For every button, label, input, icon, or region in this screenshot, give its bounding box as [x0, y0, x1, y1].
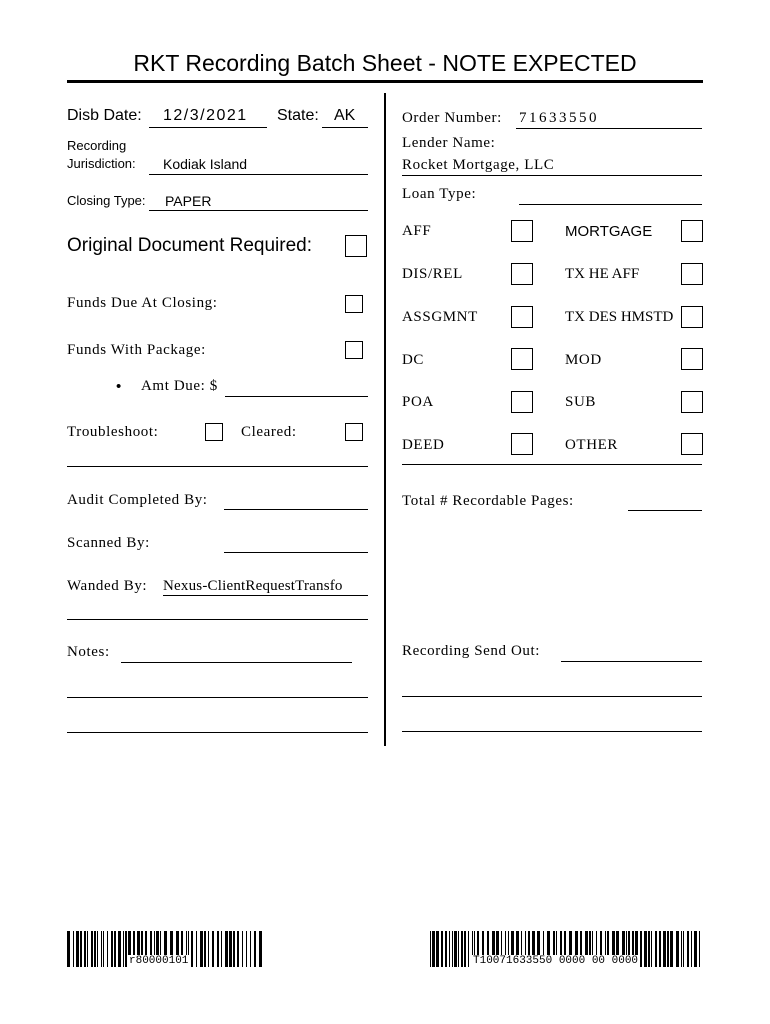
troubleshoot-label: Troubleshoot:	[67, 424, 159, 440]
notes-line-3	[67, 732, 368, 733]
state-label: State:	[277, 107, 319, 124]
amt-due-line	[225, 396, 368, 397]
barcode-bar	[691, 931, 692, 967]
barcode-bar	[229, 931, 232, 967]
lender-name-value: Rocket Mortgage, LLC	[402, 157, 555, 173]
send-out-line-2	[402, 696, 702, 697]
loan-type-deed: DEED	[402, 437, 445, 453]
barcode-bar	[233, 931, 235, 967]
barcode-bar	[449, 931, 450, 967]
barcode-bar	[655, 931, 657, 967]
title-rule	[67, 80, 703, 83]
loan-type-deed-checkbox[interactable]	[511, 433, 533, 455]
send-out-line	[561, 661, 702, 662]
barcode-bar	[212, 931, 214, 967]
barcode-bar	[94, 931, 96, 967]
barcode-bar	[648, 931, 650, 967]
funds-due-label: Funds Due At Closing:	[67, 295, 218, 311]
troubleshoot-checkbox[interactable]	[205, 423, 223, 441]
lender-name-label: Lender Name:	[402, 135, 496, 151]
total-pages-label: Total # Recordable Pages:	[402, 493, 574, 509]
barcode-bar	[208, 931, 209, 967]
barcode-bar	[464, 931, 466, 967]
funds-package-checkbox[interactable]	[345, 341, 363, 359]
barcode-bar	[84, 931, 86, 967]
barcode-bar	[699, 931, 700, 967]
barcode-bar	[237, 931, 239, 967]
barcode-bar	[683, 931, 684, 967]
loan-type-assgmnt-checkbox[interactable]	[511, 306, 533, 328]
original-doc-checkbox[interactable]	[345, 235, 367, 257]
barcode-bar	[445, 931, 447, 967]
barcode-bar	[114, 931, 116, 967]
wanded-label: Wanded By:	[67, 578, 148, 594]
barcode-bar	[250, 931, 251, 967]
barcode-bar	[204, 931, 206, 967]
amt-due-bullet: •	[116, 378, 122, 395]
closing-type-line	[149, 210, 368, 211]
barcode-bar	[651, 931, 652, 967]
loan-type-mortgage-checkbox[interactable]	[681, 220, 703, 242]
barcode-bar	[663, 931, 666, 967]
loan-types-bottom-line	[402, 464, 702, 465]
closing-type-value: PAPER	[165, 193, 212, 209]
loan-type-aff: AFF	[402, 223, 432, 239]
barcode-bar	[687, 931, 689, 967]
barcode-bar	[454, 931, 457, 967]
loan-type-aff-checkbox[interactable]	[511, 220, 533, 242]
barcode-bar	[225, 931, 228, 967]
cleared-checkbox[interactable]	[345, 423, 363, 441]
barcode-bar	[694, 931, 697, 967]
state-value: AK	[334, 107, 356, 124]
barcode-bar	[67, 931, 70, 967]
barcode-bar	[681, 931, 682, 967]
barcode-bar	[246, 931, 247, 967]
audit-label: Audit Completed By:	[67, 492, 208, 508]
closing-type-label: Closing Type:	[67, 193, 146, 208]
barcode-bar	[123, 931, 124, 967]
wanded-extra-line	[67, 619, 368, 620]
loan-type-mod: MOD	[565, 352, 602, 368]
loan-type-label: Loan Type:	[402, 186, 477, 202]
notes-line-1	[121, 662, 352, 663]
loan-type-dc: DC	[402, 352, 425, 368]
scanned-label: Scanned By:	[67, 535, 150, 551]
barcode-bar	[667, 931, 669, 967]
barcode-bar	[217, 931, 219, 967]
audit-line	[224, 509, 368, 510]
loan-type-line	[519, 204, 702, 205]
barcode-bar	[200, 931, 203, 967]
loan-type-mod-checkbox[interactable]	[681, 348, 703, 370]
barcode-bar	[73, 931, 74, 967]
barcode-bar	[76, 931, 79, 967]
barcode-bar	[441, 931, 443, 967]
barcode-bar	[125, 931, 127, 967]
barcode-bar	[97, 931, 98, 967]
loan-type-assgmnt: ASSGMNT	[402, 309, 478, 325]
loan-type-txdeshmstd-checkbox[interactable]	[681, 306, 703, 328]
barcode-right-text: T10071633550 0000 00 0000	[473, 955, 639, 967]
disb-date-value: 12/3/2021	[163, 107, 248, 124]
order-number-line	[516, 128, 702, 129]
order-number-value: 71633550	[519, 110, 599, 126]
wanded-line	[163, 595, 368, 596]
loan-type-poa-checkbox[interactable]	[511, 391, 533, 413]
loan-type-txdeshmstd: TX DES HMSTD	[565, 309, 674, 325]
loan-type-disrel-checkbox[interactable]	[511, 263, 533, 285]
loan-type-sub: SUB	[565, 394, 596, 410]
funds-due-checkbox[interactable]	[345, 295, 363, 313]
barcode-bar	[91, 931, 93, 967]
jurisdiction-label: Jurisdiction:	[67, 156, 136, 171]
barcode-bar	[101, 931, 102, 967]
send-out-line-3	[402, 731, 702, 732]
cleared-label: Cleared:	[241, 424, 297, 440]
barcode-bar	[254, 931, 256, 967]
barcode-bar	[196, 931, 197, 967]
scanned-line	[224, 552, 368, 553]
loan-type-txheaff: TX HE AFF	[565, 266, 640, 282]
recording-label: Recording	[67, 138, 127, 153]
barcode-bar	[111, 931, 113, 967]
barcode-bar	[452, 931, 453, 967]
barcode-bar	[670, 931, 673, 967]
barcode-bar	[640, 931, 642, 967]
barcode-bar	[458, 931, 459, 967]
notes-label: Notes:	[67, 644, 110, 660]
barcode-bar	[107, 931, 108, 967]
page-title: RKT Recording Batch Sheet - NOTE EXPECTED	[133, 50, 637, 76]
barcode-bar	[259, 931, 262, 967]
barcode-bar	[644, 931, 647, 967]
order-number-label: Order Number:	[402, 110, 502, 126]
loan-type-mortgage: MORTGAGE	[565, 223, 653, 240]
lender-name-line	[402, 175, 702, 176]
barcode-bar	[118, 931, 121, 967]
loan-type-disrel: DIS/REL	[402, 266, 463, 282]
loan-type-poa: POA	[402, 394, 434, 410]
loan-type-other: OTHER	[565, 437, 618, 453]
barcode-bar	[242, 931, 243, 967]
barcode-bar	[676, 931, 679, 967]
barcode-bar	[430, 931, 431, 967]
column-divider	[384, 93, 386, 746]
loan-type-txheaff-checkbox[interactable]	[681, 263, 703, 285]
barcode-bar	[80, 931, 82, 967]
barcode-bar	[461, 931, 463, 967]
barcode-bar	[436, 931, 439, 967]
amt-due-label: Amt Due: $	[141, 378, 218, 394]
barcode-bar	[221, 931, 222, 967]
send-out-label: Recording Send Out:	[402, 643, 541, 659]
barcode-bar	[191, 931, 193, 967]
barcode-bar	[103, 931, 104, 967]
wanded-value: Nexus-ClientRequestTransfo	[163, 578, 343, 594]
barcode-bar	[432, 931, 435, 967]
loan-type-sub-checkbox[interactable]	[681, 391, 703, 413]
barcode-bar	[87, 931, 88, 967]
total-pages-line	[628, 510, 702, 511]
disb-date-line	[149, 127, 267, 128]
jurisdiction-value: Kodiak Island	[163, 156, 248, 172]
troubleshoot-line	[67, 466, 368, 467]
loan-type-dc-checkbox[interactable]	[511, 348, 533, 370]
loan-type-other-checkbox[interactable]	[681, 433, 703, 455]
funds-package-label: Funds With Package:	[67, 342, 206, 358]
jurisdiction-line	[149, 174, 368, 175]
disb-date-label: Disb Date:	[67, 107, 142, 124]
original-doc-label: Original Document Required:	[67, 235, 313, 256]
notes-line-2	[67, 697, 368, 698]
barcode-bar	[659, 931, 661, 967]
barcode-left-text: r80000101	[129, 955, 189, 967]
state-line	[322, 127, 368, 128]
barcode-bar	[468, 931, 469, 967]
